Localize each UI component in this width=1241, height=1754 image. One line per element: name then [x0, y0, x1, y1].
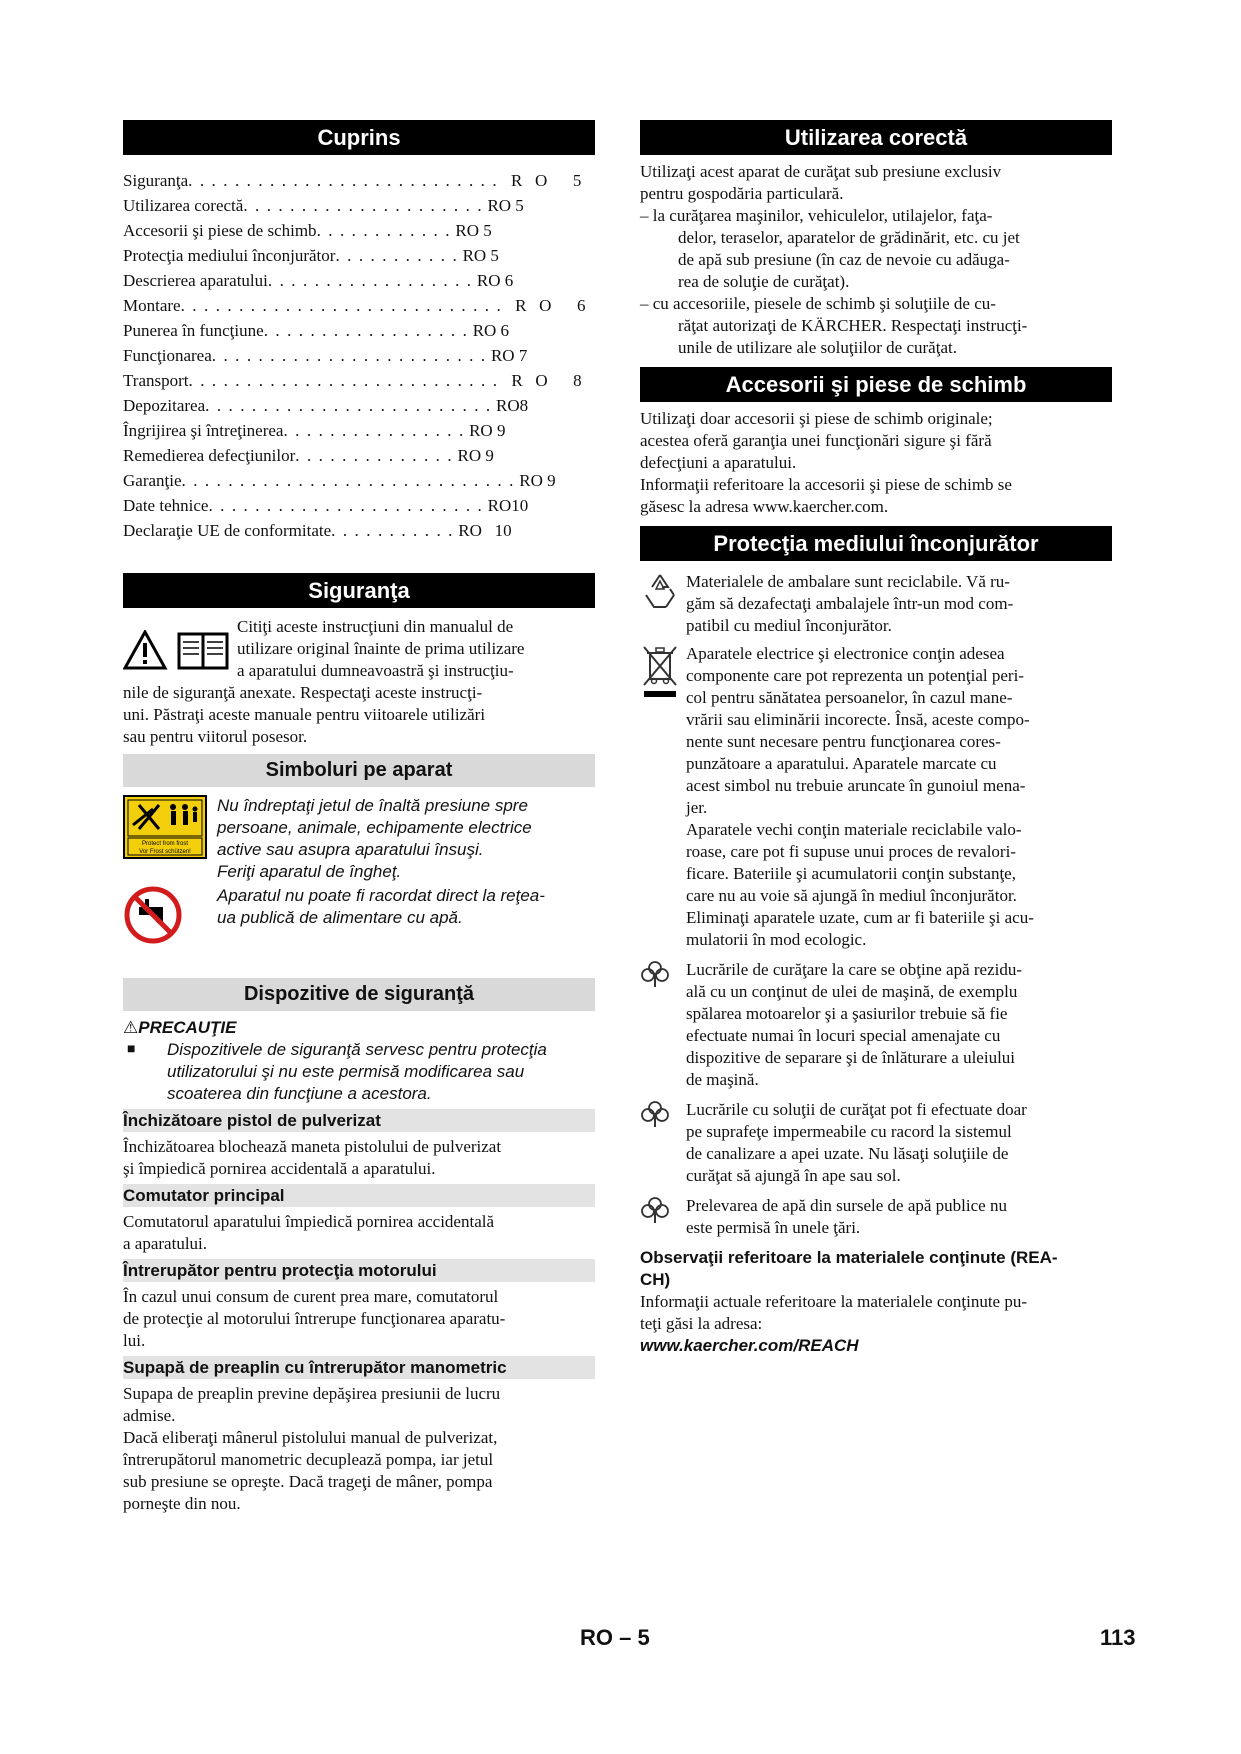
intended-use-line: Utilizaţi acest aparat de curăţat sub presiune exclusiv — [640, 162, 1002, 181]
caution-line: scoaterea din funcţiune a acestora. — [167, 1084, 432, 1103]
motor-protection-heading: Întrerupător pentru protecţia motorului — [123, 1259, 595, 1282]
toc-item-page: RO 9 — [464, 421, 506, 440]
spray-gun-lock-heading: Închizătoare pistol de pulverizat — [123, 1109, 595, 1132]
toc-item-label: Îngrijirea şi întreţinerea — [123, 421, 284, 440]
toc-item-label: Funcţionarea — [123, 346, 212, 365]
env-oil-line: Lucrările de curăţare la care se obţine apă rezidu- — [686, 960, 1023, 979]
toc-item-dots: . . . . . . . . . . . — [331, 521, 455, 540]
toc-item-dots: . . . . . . . . . . . . . . . . . . . . . . . . . . . — [188, 171, 499, 190]
env-detergent-line: de canalizare a apei uzate. Nu lăsaţi soluţiile de — [686, 1144, 1009, 1163]
toc-item-dots: . . . . . . . . . . . . . . . . . . . . . . . . . — [205, 396, 492, 415]
toc-item-dots: . . . . . . . . . . . . . . . . . . — [267, 271, 473, 290]
table-of-contents — [123, 168, 595, 543]
toc-item[interactable] — [123, 393, 595, 418]
env-weee-line: acest simbol nu trebuie aruncate în gunoiul mena- — [686, 776, 1026, 795]
env-oil-line: dispozitive de separare şi de înlăturare a uleiului — [686, 1048, 1016, 1067]
accessories-heading: Accesorii şi piese de schimb — [640, 367, 1112, 402]
caution-label: PRECAUŢIE — [138, 1018, 237, 1037]
toc-item[interactable] — [123, 293, 595, 318]
reach-link[interactable]: www.kaercher.com/REACH — [640, 1336, 859, 1355]
toc-item[interactable] — [123, 368, 595, 393]
toc-item-page: R O 5 — [498, 171, 582, 190]
env-weee-line: punzătoare a aparatului. Aparatele marcate cu — [686, 754, 997, 773]
overflow-valve-line: întrerupătorul manometric decuplează pompa, iar jetul — [123, 1450, 494, 1469]
caution-line: utilizatorului şi nu este permisă modificarea sau — [167, 1062, 525, 1081]
toc-item[interactable] — [123, 218, 595, 243]
symbols-heading: Simboluri pe aparat — [123, 754, 595, 787]
toc-item[interactable] — [123, 243, 595, 268]
env-block-weee — [640, 643, 1112, 951]
toc-item[interactable] — [123, 418, 595, 443]
symbol-1-line: Feriţi aparatul de îngheţ. — [217, 862, 402, 881]
env-weee-line: ficare. Bateriile şi acumulatorii conţin substanţe, — [686, 864, 1016, 883]
toc-item-page: RO 6 — [468, 321, 510, 340]
caution-line: Dispozitivele de siguranţă servesc pentru protecţia — [167, 1040, 547, 1059]
safety-intro-line: utilizare original înainte de prima utilizare — [237, 639, 525, 658]
toc-item-label: Montare — [123, 296, 181, 315]
footer-page-number: 113 — [1100, 1625, 1136, 1650]
env-weee-line: Aparatele vechi conţin materiale reciclabile valo- — [686, 820, 1022, 839]
toc-item-page: RO 10 — [454, 521, 512, 540]
env-weee-line: jer. — [686, 798, 708, 817]
safety-intro-line: a aparatului dumneavoastră şi instrucţiu- — [237, 661, 514, 680]
environment-tree-icon — [640, 1195, 670, 1225]
env-weee-line: nente sunt necesare pentru funcţionarea cores- — [686, 732, 1001, 751]
symbol-1-line: Nu îndreptaţi jetul de înaltă presiune spre — [217, 796, 528, 815]
overflow-valve-line: Dacă eliberaţi mânerul pistolului manual de pulverizat, — [123, 1428, 498, 1447]
motor-protection-line: În cazul unui consum de curent prea mare, comutatorul — [123, 1287, 499, 1306]
safety-intro-line: sau pentru viitorul posesor. — [123, 727, 308, 746]
caution-bullet — [123, 1039, 595, 1105]
env-recycle-line: patibil cu mediul înconjurător. — [686, 616, 892, 635]
env-oil-line: ală cu un conţinut de ulei de maşină, de exemplu — [686, 982, 1018, 1001]
toc-heading: Cuprins — [123, 120, 595, 155]
intended-use-dash-line: rea de soluţie de curăţat). — [678, 272, 850, 291]
spray-gun-lock-line: Închizătoarea blochează maneta pistolului de pulverizat — [123, 1137, 502, 1156]
toc-item-dots: . . . . . . . . . . . . . . . . . . . . . . . . — [211, 346, 487, 365]
intended-use-dash-line: de apă sub presiune (în caz de nevoie cu adăuga- — [678, 250, 1010, 269]
accessories-line: Informaţii referitoare la accesorii şi piese de schimb se — [640, 475, 1012, 494]
toc-item[interactable] — [123, 318, 595, 343]
recycle-icon — [640, 571, 680, 611]
env-weee-line: Aparatele electrice şi electronice conţin adesea — [686, 644, 1005, 663]
symbol-1-line: active sau asupra aparatului însuşi. — [217, 840, 484, 859]
toc-item[interactable] — [123, 468, 595, 493]
symbol-2-line: ua publică de alimentare cu apă. — [217, 908, 463, 927]
env-water-line: este permisă în unele ţări. — [686, 1218, 861, 1237]
toc-item-dots: . . . . . . . . . . . . . . . . . . . . . . . . . . . — [188, 371, 499, 390]
right-column — [640, 120, 1112, 1357]
toc-item-label: Accesorii şi piese de schimb — [123, 221, 317, 240]
overflow-valve-line: admise. — [123, 1406, 176, 1425]
no-direct-water-connection-icon — [123, 885, 183, 945]
env-block-water — [640, 1195, 1112, 1239]
overflow-valve-line: Supapa de preaplin previne depăşirea presiunii de lucru — [123, 1384, 501, 1403]
spray-gun-lock-line: şi împiedică pornirea accidentală a aparatului. — [123, 1159, 436, 1178]
intended-use-dash-line: unile de utilizare ale soluţiilor de curăţat. — [678, 338, 957, 357]
toc-item[interactable] — [123, 193, 595, 218]
footer-section-label: RO – 5 — [580, 1625, 650, 1650]
toc-item-dots: . . . . . . . . . . . — [335, 246, 459, 265]
toc-item-dots: . . . . . . . . . . . . . . . . . . . . . . . . — [208, 496, 484, 515]
env-detergent-line: curăţat să ajungă în ape sau sol. — [686, 1166, 901, 1185]
env-oil-line: de maşină. — [686, 1070, 759, 1089]
toc-item-page: RO10 — [483, 496, 529, 515]
warning-triangle-icon — [123, 630, 235, 670]
left-column — [123, 120, 595, 1515]
toc-item-page: R O 6 — [502, 296, 586, 315]
toc-item-label: Transport — [123, 371, 189, 390]
env-detergent-line: Lucrările cu soluţii de curăţat pot fi efectuate doar — [686, 1100, 1027, 1119]
reach-heading-line: Observaţii referitoare la materialele conţinute (REA- — [640, 1248, 1058, 1267]
env-water-line: Prelevarea de apă din sursele de apă publice nu — [686, 1196, 1007, 1215]
env-weee-line: Eliminaţi aparatele uzate, cum ar fi bateriile şi acu- — [686, 908, 1034, 927]
toc-item-label: Siguranţa — [123, 171, 189, 190]
env-weee-line: col pentru sănătatea persoanelor, în cazul mane- — [686, 688, 1013, 707]
env-recycle-line: găm să dezafectaţi ambalajele într-un mod com- — [686, 594, 1014, 613]
accessories-line: Utilizaţi doar accesorii şi piese de schimb originale; — [640, 409, 993, 428]
intended-use-dash-line: – cu accesoriile, piesele de schimb şi soluţiile de cu- — [640, 294, 996, 313]
toc-item-dots: . . . . . . . . . . . . — [316, 221, 452, 240]
toc-item-label: Punerea în funcţiune — [123, 321, 264, 340]
reach-line: Informaţii actuale referitoare la materialele conţinute pu- — [640, 1292, 1028, 1311]
toc-item[interactable] — [123, 343, 595, 368]
main-switch-line: Comutatorul aparatului împiedică pornirea accidentală — [123, 1212, 495, 1231]
env-block-recycle — [640, 571, 1112, 637]
env-weee-line: componente care pot reprezenta un potenţial peri- — [686, 666, 1024, 685]
intended-use-dash-line: – la curăţarea maşinilor, vehiculelor, utilajelor, faţa- — [640, 206, 993, 225]
high-pressure-warning-icon — [123, 795, 207, 859]
manual-book-icon — [179, 634, 227, 668]
env-detergent-line: pe suprafeţe impermeabile cu racord la sistemul — [686, 1122, 1012, 1141]
motor-protection-line: de protecţie al motorului întrerupe funcţionarea aparatu- — [123, 1309, 506, 1328]
toc-item-page: RO 9 — [514, 471, 556, 490]
symbol-2-line: Aparatul nu poate fi racordat direct la reţea- — [217, 886, 545, 905]
toc-item-page: RO 7 — [486, 346, 528, 365]
toc-item-label: Remedierea defecţiunilor — [123, 446, 296, 465]
safety-heading: Siguranţa — [123, 573, 595, 608]
env-recycle-line: Materialele de ambalare sunt reciclabile. Vă ru- — [686, 572, 1010, 591]
symbol-1 — [123, 795, 595, 883]
toc-item[interactable] — [123, 493, 595, 518]
safety-devices-heading: Dispozitive de siguranţă — [123, 978, 595, 1011]
env-weee-line: mulatorii în mod ecologic. — [686, 930, 867, 949]
square-bullet-icon: ■ — [127, 1042, 136, 1057]
toc-item-label: Descrierea aparatului — [123, 271, 268, 290]
toc-item-label: Garanţie — [123, 471, 182, 490]
reach-heading-line: CH) — [640, 1270, 671, 1289]
overflow-valve-line: porneşte din nou. — [123, 1494, 241, 1513]
environment-tree-icon — [640, 959, 670, 989]
crossed-bin-icon — [640, 643, 680, 699]
toc-item-dots: . . . . . . . . . . . . . . . . . . . . . . . . . . . . — [180, 296, 503, 315]
motor-protection-line: lui. — [123, 1331, 146, 1350]
toc-item-page: RO 6 — [472, 271, 514, 290]
toc-item-page: RO8 — [491, 396, 529, 415]
accessories-line: defecţiuni a aparatului. — [640, 453, 797, 472]
toc-item-label: Protecţia mediului înconjurător — [123, 246, 336, 265]
toc-item-dots: . . . . . . . . . . . . . . . . . . . . . — [243, 196, 484, 215]
toc-item-page: R O 8 — [498, 371, 582, 390]
toc-item-page: RO 9 — [453, 446, 494, 465]
toc-item-dots: . . . . . . . . . . . . . . . . — [283, 421, 465, 440]
caution-warning-icon: ⚠ — [123, 1018, 139, 1037]
toc-item-page: RO 5 — [483, 196, 524, 215]
safety-intro-line: uni. Păstraţi aceste manuale pentru viitoarele utilizări — [123, 705, 486, 724]
symbol-1-line: persoane, animale, echipamente electrice — [217, 818, 532, 837]
intended-use-dash-line: delor, teraselor, aparatelor de grădinărit, etc. cu jet — [678, 228, 1020, 247]
frost-label-de: Vor Frost schützen! — [139, 849, 191, 855]
reach-line: teţi găsi la adresa: — [640, 1314, 763, 1333]
safety-intro — [123, 616, 595, 682]
env-oil-line: efectuate numai în locuri special amenajate cu — [686, 1026, 1001, 1045]
intended-use-heading: Utilizarea corectă — [640, 120, 1112, 155]
overflow-valve-line: sub presiune se opreşte. Dacă trageţi de mâner, pompa — [123, 1472, 493, 1491]
accessories-line: acestea oferă garanţia unei funcţionări sigure şi fără — [640, 431, 992, 450]
intended-use-dash-line: răţat autorizaţi de KÄRCHER. Respectaţi instrucţi- — [678, 316, 1028, 335]
toc-item-label: Declaraţie UE de conformitate — [123, 521, 332, 540]
environment-heading: Protecţia mediului înconjurător — [640, 526, 1112, 561]
env-block-detergent — [640, 1099, 1112, 1187]
environment-tree-icon — [640, 1099, 670, 1129]
toc-item-dots: . . . . . . . . . . . . . . — [295, 446, 454, 465]
safety-intro-line: nile de siguranţă anexate. Respectaţi aceste instrucţi- — [123, 683, 483, 702]
toc-item-page: RO 5 — [458, 246, 499, 265]
toc-item-page: RO 5 — [451, 221, 492, 240]
toc-item-dots: . . . . . . . . . . . . . . . . . . . . . . . . . . . . . — [181, 471, 515, 490]
toc-item[interactable] — [123, 443, 595, 468]
toc-item[interactable] — [123, 518, 595, 543]
frost-label-en: Protect from frost — [141, 841, 189, 847]
toc-item-label: Date tehnice — [123, 496, 209, 515]
env-weee-line: vrării sau eliminării incorecte. Însă, aceste compo- — [686, 710, 1030, 729]
env-weee-line: care nu au voie să ajungă în mediul înconjurător. — [686, 886, 1017, 905]
symbol-2 — [123, 885, 595, 950]
main-switch-heading: Comutator principal — [123, 1184, 595, 1207]
toc-item[interactable] — [123, 268, 595, 293]
env-oil-line: spălarea motoarelor şi a şasiurilor trebuie să fie — [686, 1004, 1008, 1023]
toc-item-label: Depozitarea — [123, 396, 206, 415]
accessories-line: găsesc la adresa www.kaercher.com. — [640, 497, 889, 516]
safety-intro-line: Citiţi aceste instrucţiuni din manualul de — [237, 617, 514, 636]
intended-use-line: pentru gospodăria particulară. — [640, 184, 844, 203]
toc-item-dots: . . . . . . . . . . . . . . . . . . — [263, 321, 469, 340]
env-block-oil — [640, 959, 1112, 1091]
main-switch-line: a aparatului. — [123, 1234, 208, 1253]
toc-item-label: Utilizarea corectă — [123, 196, 244, 215]
toc-item[interactable] — [123, 168, 595, 193]
env-weee-line: roase, care pot fi supuse unui proces de revalori- — [686, 842, 1016, 861]
overflow-valve-heading: Supapă de preaplin cu întrerupător manometric — [123, 1356, 595, 1379]
